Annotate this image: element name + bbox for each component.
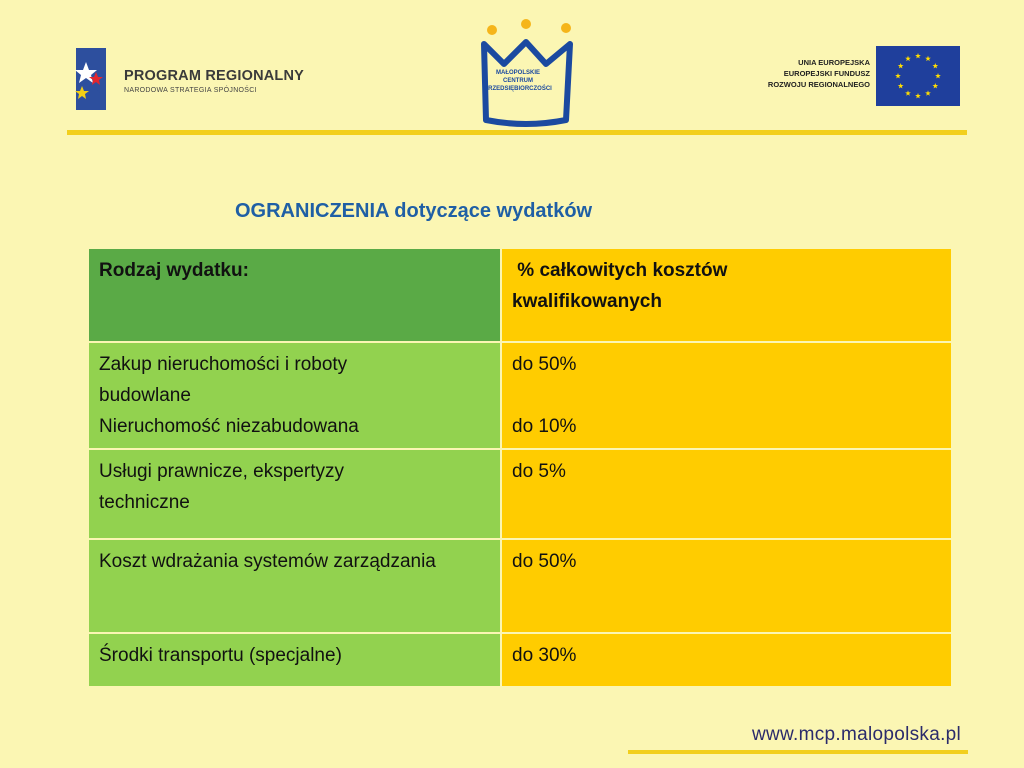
table-row: [88, 342, 952, 449]
eu-flag-icon: [876, 46, 960, 106]
expense-type-cell: Zakup nieruchomości i roboty budowlane Nieruchomość niezabudowana: [88, 342, 501, 449]
footer-website-link[interactable]: www.mcp.malopolska.pl: [752, 724, 962, 745]
expense-type-cell: Usługi prawnicze, ekspertyzy techniczne: [88, 449, 501, 539]
percent-limit-cell: do 50% do 10%: [501, 342, 952, 449]
percent-limit-cell: do 30%: [501, 633, 952, 687]
nss-star-logo-icon: [72, 48, 112, 110]
eu-logo-text: UNIA EUROPEJSKA EUROPEJSKI FUNDUSZ ROZWOJU REGIONALNEGO: [767, 58, 870, 89]
header-expense-type: Rodzaj wydatku:: [88, 248, 501, 342]
expense-type-cell: Koszt wdrażania systemów zarządzania: [88, 539, 501, 633]
table-row: [88, 633, 952, 687]
table-row: [88, 539, 952, 633]
footer-divider: [628, 750, 968, 754]
table-header-row: [88, 248, 952, 342]
percent-limit-cell: do 5%: [501, 449, 952, 539]
slide-title: OGRANICZENIA dotyczące wydatków: [235, 200, 593, 222]
table-row: [88, 449, 952, 539]
percent-limit-cell: do 50%: [501, 539, 952, 633]
program-regionalny-logo: [72, 48, 332, 112]
expense-limits-table: [87, 247, 953, 688]
header-percent-costs: % całkowitych kosztów kwalifikowanych: [501, 248, 952, 342]
mcp-crown-logo: [474, 16, 578, 130]
header-divider: [67, 130, 967, 135]
program-regionalny-title: PROGRAM REGIONALNY: [124, 68, 305, 84]
expense-type-cell: Środki transportu (specjalne): [88, 633, 501, 687]
mcp-logo-text: MAŁOPOLSKIE CENTRUM PRZEDSIĘBIORCZOŚCI: [484, 70, 552, 92]
eu-logo: [740, 46, 962, 106]
program-regionalny-subtitle: NARODOWA STRATEGIA SPÓJNOŚCI: [124, 87, 257, 94]
